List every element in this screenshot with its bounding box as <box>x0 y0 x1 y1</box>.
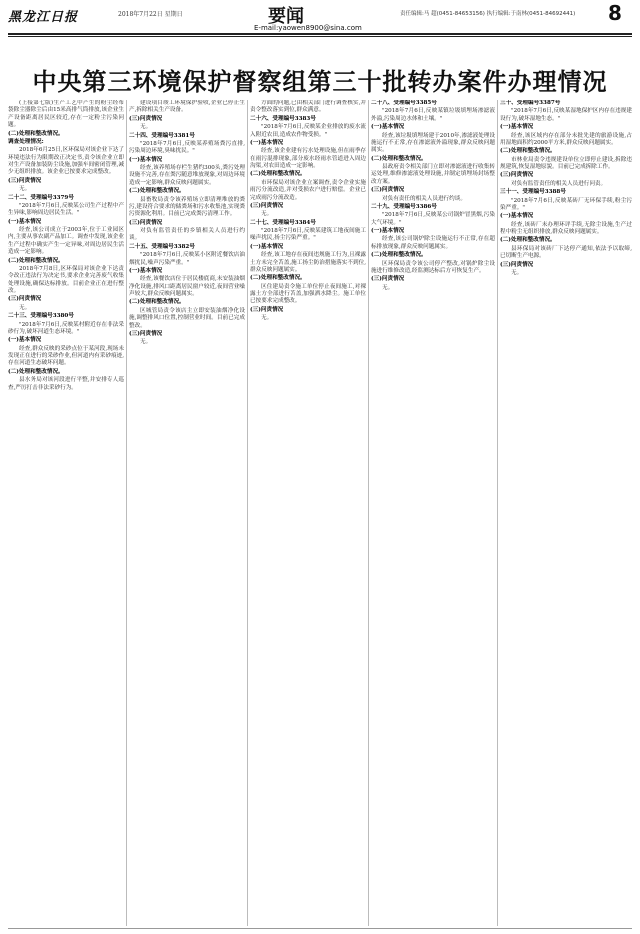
paragraph: 经查,该工地存在夜间违规施工行为,且裸露土方未完全苫盖,施工扬尘防治措施落实不到位,群众反映问题属实。 <box>250 252 366 273</box>
headline: 中央第三环境保护督察组第三十批转办案件办理情况 <box>32 68 608 96</box>
paragraph: "2018年7月6日,反映某小区附近餐饮店油烟扰民,噪声污染严重。" <box>129 252 245 266</box>
editors-line: 责任编辑:马 超(0451-84653156) 执行编辑:于南林(0451-84692441) <box>400 11 576 17</box>
article-column-1 <box>8 100 124 926</box>
subheading: (三)问责情况 <box>8 177 42 184</box>
paragraph: 2018年7月8日,区环保局对该企业下达责令改正违法行为决定书,要求企业完善废气收集处理设施,确保达标排放。目前企业正在进行整改。 <box>8 265 124 294</box>
paragraph: 县政府责令相关部门立即对渗滤液进行收集转运处理,维修渗滤液处理设施,并制定填埋场封场整改方案。 <box>371 164 495 185</box>
subheading: (二)处理和整改情况。 <box>8 368 64 375</box>
paragraph: 经查,群众反映的采砂点位于某河段,现场未发现正在进行的采砂作业,但河道内有采砂痕迹,存在河道生态破坏问题。 <box>8 345 124 367</box>
subheading: 二十六、受理编号3383号 <box>250 115 316 122</box>
column-divider <box>126 100 127 926</box>
subheading: (二)处理和整改情况。 <box>500 148 556 155</box>
subheading: 三十、受理编号3387号 <box>500 100 561 106</box>
section-email: E-mail:yaowen8900@sina.com <box>254 24 362 32</box>
article-column-5 <box>500 100 632 926</box>
paragraph: 区城管局责令该店主立即安装油烟净化设施,调整排风口位置,控制营业时间。目前已完成整改。 <box>129 307 245 329</box>
paragraph: 无。 <box>140 124 152 131</box>
section-title: 要闻 <box>268 6 304 27</box>
subheading: (三)问责情况 <box>250 202 284 209</box>
subheading: (二)处理和整改情况。 <box>250 171 306 178</box>
paragraph: 经查,该养殖场存栏生猪约300头,粪污处理设施不完善,存在粪污随意堆放现象,对周边环境造成一定影响,群众反映问题属实。 <box>129 165 245 186</box>
subheading: (三)问责情况 <box>500 172 534 179</box>
subheading: (一)基本情况 <box>371 228 405 234</box>
subheading: (三)问责情况 <box>250 306 284 313</box>
newspaper-name: 黑龙江日报 <box>8 10 79 25</box>
paragraph: 区住建局责令施工单位停止夜间施工,对裸露土方全部进行苫盖,加强洒水降尘。施工单位已按要求完成整改。 <box>250 283 366 305</box>
paragraph: 对负有责任的相关人员进行约谈。 <box>382 195 466 202</box>
paragraph: 市环保局对该企业立案调查,责令企业实施雨污分流改造,并对受损农户进行赔偿。企业已完成雨污分流改造。 <box>250 179 366 201</box>
paragraph: "2018年7月6日,反映某镇垃圾填埋场渗滤液外溢,污染周边水体和土壤。" <box>371 108 495 122</box>
paragraph: 方面的问题,已由相关部门进行调查核实,并责令整改落实到位,群众满意。 <box>250 100 366 114</box>
paragraph: 经查,该公司锅炉除尘设施运行不正常,存在超标排放现象,群众反映问题属实。 <box>371 236 495 250</box>
subheading: 三十一、受理编号3388号 <box>500 189 566 196</box>
subheading: (三)问责情况 <box>129 330 163 337</box>
subheading: (二)处理和整改情况。 <box>8 257 64 264</box>
bottom-rule <box>8 928 632 929</box>
paragraph: 无。 <box>19 304 31 311</box>
subheading: (一)基本情况 <box>250 243 284 250</box>
paragraph: 经查,该区域内存在部分未批先建的旅游设施,占用湿地面积约2000平方米,群众反映问题属实。 <box>500 132 632 146</box>
column-divider <box>247 100 248 926</box>
subheading: 二十九、受理编号3386号 <box>371 203 437 210</box>
page-number: 8 <box>608 1 622 25</box>
subheading: (三)问责情况 <box>500 261 534 268</box>
subheading: (一)基本情况 <box>8 337 42 344</box>
paragraph: 县环保局对该砖厂下达停产通知,依法予以取缔,已切断生产电源。 <box>500 245 632 260</box>
paragraph: 经查,该垃圾填埋场建于2010年,渗滤液处理设施运行不正常,存在渗滤液外溢现象,群众反映问题属实。 <box>371 132 495 154</box>
masthead-rule <box>8 33 632 35</box>
masthead <box>0 0 640 36</box>
subheading: (二)处理和整改情况。 <box>371 252 427 259</box>
paragraph: 2018年6月25日,区环保局对该企业下达了环境违法行为限期改正决定书,责令该企业立即对生产设备加装防尘设施,加强车间密闭管理,减少无组织排放。该企业已按要求完成整改。 <box>8 147 124 176</box>
paragraph: 无。 <box>511 269 523 276</box>
subheading: (三)问责情况 <box>129 219 163 226</box>
article-column-3 <box>250 100 366 926</box>
issue-date: 2018年7月22日 星期日 <box>118 11 183 18</box>
subheading: (二)处理和整改情况。 <box>129 188 185 195</box>
paragraph: 经查,该餐饮店位于居民楼底商,未安装油烟净化设施,排风口距离居民窗户较近,夜间营业噪声较大,群众反映问题属实。 <box>129 276 245 297</box>
paragraph: 县畜牧局责令该养殖场立即清理堆放的粪污,建设符合要求的储粪场和污水收集池,实现粪污资源化利用。目前已完成粪污清理工作。 <box>129 196 245 218</box>
paragraph: "2018年7月6日,反映某建筑工地夜间施工噪声扰民,扬尘污染严重。" <box>250 228 366 242</box>
subheading: (一)基本情况 <box>371 124 405 131</box>
subheading: (一)基本情况 <box>129 156 163 163</box>
subheading: 二十八、受理编号3385号 <box>371 100 437 106</box>
article-column-2 <box>129 100 245 926</box>
subheading: (一)基本情况 <box>8 218 42 225</box>
paragraph: 对负有监管责任的相关人员进行问责。 <box>511 180 607 187</box>
subheading: (一)基本情况 <box>500 213 534 220</box>
subheading: 二十七、受理编号3384号 <box>250 219 316 226</box>
paragraph: 无。 <box>382 284 394 291</box>
subheading: (一)基本情况 <box>500 124 534 131</box>
subheading: (一)基本情况 <box>250 139 284 146</box>
paragraph: "2018年7月6日,反映某企业排放的废水流入附近农田,造成农作物受损。" <box>250 124 366 138</box>
article-column-4 <box>371 100 495 926</box>
subheading: 二十四、受理编号3381号 <box>129 132 195 139</box>
masthead-rule-thin <box>8 36 632 37</box>
paragraph: "2018年7月6日,反映某村附近存在非法采砂行为,破坏河道生态环境。" <box>8 321 124 335</box>
column-divider <box>497 100 498 926</box>
paragraph: 无。 <box>261 315 273 322</box>
paragraph: 建设项目竣工环境保护验收,企业已停止生产,拆除相关生产设备。 <box>129 100 245 114</box>
paragraph: 无。 <box>140 339 152 346</box>
paragraph: 无。 <box>19 186 31 193</box>
paragraph: "2018年7月6日,反映某公司锅炉冒黑烟,污染大气环境。" <box>371 212 495 226</box>
paragraph: "2018年7月6日,反映某养殖场粪污直排,污染周边环境,臭味扰民。" <box>129 140 245 155</box>
subheading: (三)问责情况 <box>129 115 163 122</box>
subheading: 二十五、受理编号3382号 <box>129 243 195 250</box>
paragraph: 区环保局责令该公司停产整改,对锅炉除尘设施进行维修改造,经监测达标后方可恢复生产。 <box>371 260 495 274</box>
paragraph: 对负有监管责任的乡镇相关人员进行约谈。 <box>129 228 245 242</box>
subheading: (三)问责情况 <box>371 276 405 283</box>
paragraph: 无。 <box>261 211 273 218</box>
paragraph: "2018年7月6日,反映某砖厂无环保手续,粉尘污染严重。" <box>500 197 632 211</box>
subheading: 二十三、受理编号3380号 <box>8 313 74 320</box>
subheading: (二)处理和整改情况。 <box>250 275 306 282</box>
subheading: (二)处理和整改情况。 <box>500 237 556 244</box>
paragraph: 经查,该砖厂未办理环评手续,无除尘设施,生产过程中粉尘无组织排放,群众反映问题属实。 <box>500 221 632 235</box>
paragraph: 经查,该企业建有污水处理设施,但在雨季存在雨污混排现象,部分废水经雨水管道进入周边沟渠,对农田造成一定影响。 <box>250 148 366 169</box>
subheading: 调查处理情况: <box>8 138 44 145</box>
subheading: (三)问责情况 <box>371 187 405 194</box>
paragraph: "2018年7月6日,反映某湿地保护区内存在违规建设行为,破坏湿地生态。" <box>500 108 632 122</box>
subheading: 二十二、受理编号3379号 <box>8 194 74 201</box>
subheading: (二)处理和整改情况。 <box>8 130 64 137</box>
subheading: (三)问责情况 <box>8 296 42 303</box>
column-divider <box>368 100 369 926</box>
paragraph: (上接第七版)生产工艺中产生的粉尘经布袋除尘器除尘后由15米高排气筒排放,该企业生产设备距离居民区较近,存在一定粉尘污染问题。 <box>8 100 124 129</box>
paragraph: 市林业局责令违规建设单位立即停止建设,拆除违规建筑,恢复湿地原貌。目前已完成拆除工作。 <box>500 156 632 170</box>
paragraph: "2018年7月6日,反映某公司生产过程中产生异味,影响周边居民生活。" <box>8 202 124 217</box>
paragraph: 经查,该公司成立于2003年,位于工业园区内,主要从事农副产品加工。调查中发现,该企业生产过程中确实产生一定异味,对周边居民生活造成一定影响。 <box>8 227 124 256</box>
subheading: (一)基本情况 <box>129 267 163 274</box>
subheading: (二)处理和整改情况。 <box>371 155 427 162</box>
paragraph: 县水务局对该河段进行平整,并安排专人巡查,严厉打击非法采砂行为。 <box>8 377 124 391</box>
subheading: (二)处理和整改情况。 <box>129 299 185 306</box>
